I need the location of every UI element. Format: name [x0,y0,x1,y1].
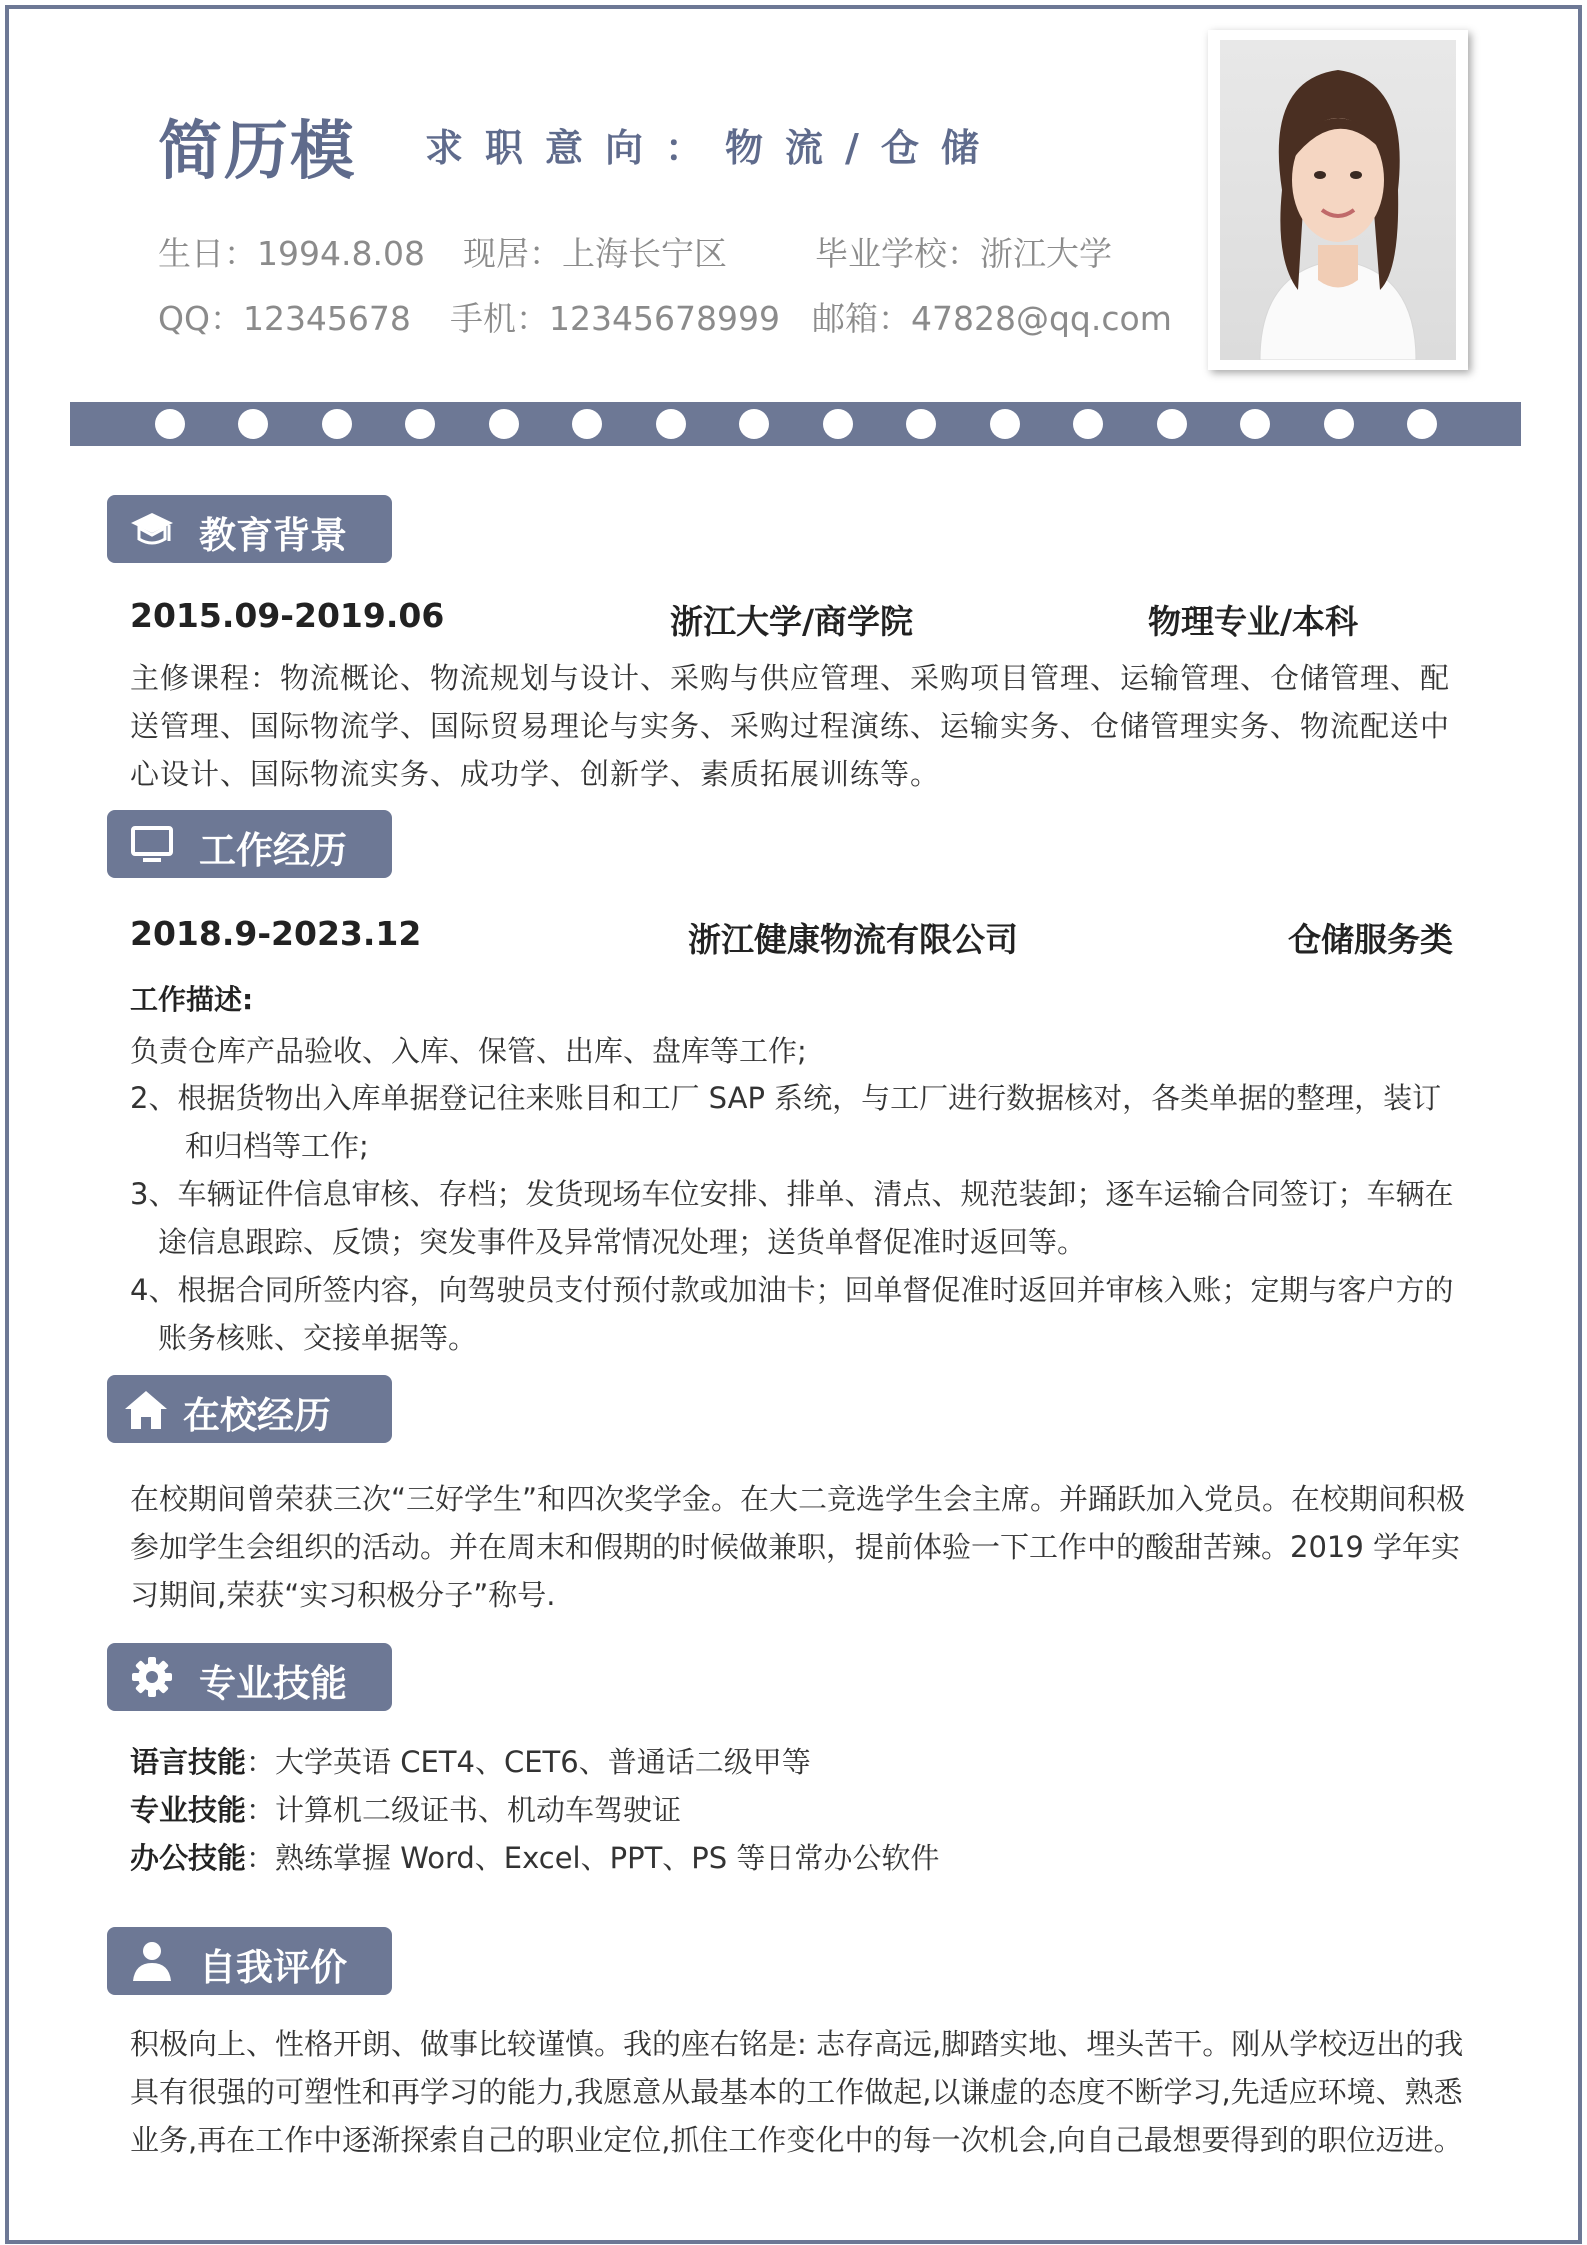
section-title: 教育背景 [199,514,347,557]
email: 邮箱：47828@qq.com [812,299,1172,338]
portrait-illustration [1220,40,1456,360]
skill-professional: 专业技能：计算机二级证书、机动车驾驶证 [130,1793,682,1827]
education-major: 物理专业/本科 [1148,602,1359,641]
band-dot [489,409,519,439]
phone: 手机：12345678999 [450,299,780,338]
work-item: 3、车辆证件信息审核、存档；发货现场车位安排、排单、清点、规范装卸；逐车运输合同签订；车辆在途信息跟踪、反馈；突发事件及异常情况处理；送货单督促准时返回等。 [130,1177,1454,1259]
section-title: 自我评价 [199,1946,347,1989]
band-dot [656,409,686,439]
band-dot [322,409,352,439]
band-dot [1324,409,1354,439]
campus-text: 在校期间曾荣获三次“三好学生”和四次奖学金。在大二竞选学生会主席。并踊跃加入党员。在校期间积极参加学生会组织的活动。并在周末和假期的时候做兼职，提前体验一下工作中的酸甜苦辣。2019 学年实习期间,荣获“实习积极分子”称号. [130,1482,1466,1612]
band-dot [823,409,853,439]
band-dot [906,409,936,439]
section-header-work [107,810,392,878]
school: 毕业学校：浙江大学 [815,234,1112,273]
section-header-self [107,1927,392,1995]
header-divider-band [70,402,1521,446]
band-dot [405,409,435,439]
person-icon [129,1939,175,1983]
section-header-campus [107,1375,392,1443]
section-header-education [107,495,392,563]
job-intent: 求职意向：物流/仓储 [425,126,1001,170]
education-school: 浙江大学/商学院 [670,602,914,641]
band-dot [238,409,268,439]
gear-icon [129,1655,175,1699]
home-icon [123,1387,169,1431]
band-dot [155,409,185,439]
section-header-skills [107,1643,392,1711]
skill-language: 语言技能：大学英语 CET4、CET6、普通话二级甲等 [130,1745,811,1779]
profile-photo [1208,30,1468,370]
band-dot [1073,409,1103,439]
resume-name: 简历模 [158,115,356,189]
band-dot [572,409,602,439]
work-item: 4、根据合同所签内容，向驾驶员支付预付款或加油卡；回单督促准时返回并审核入账；定期与客户方的账务核账、交接单据等。 [130,1273,1454,1355]
work-desc-label: 工作描述: [130,983,254,1016]
work-period: 2018.9-2023.12 [130,914,422,953]
band-dot [990,409,1020,439]
section-title: 在校经历 [183,1394,331,1437]
band-dot [1407,409,1437,439]
graduation-cap-icon [129,507,175,551]
residence: 现居：上海长宁区 [463,234,727,273]
qq: QQ：12345678 [158,299,411,338]
self-evaluation-text: 积极向上、性格开朗、做事比较谨慎。我的座右铭是: 志存高远,脚踏实地、埋头苦干。刚从学校迈出的我具有很强的可塑性和再学习的能力,我愿意从最基本的工作做起,以谦虚的态度不断学习,先适应环境、熟悉业务,再在工作中逐渐探索自己的职业定位,抓住工作变化中的每一次机会,向自己最想要得到的职位迈进。 [130,2027,1464,2157]
education-courses: 主修课程：物流概论、物流规划与设计、采购与供应管理、采购项目管理、运输管理、仓储管理、配送管理、国际物流学、国际贸易理论与实务、采购过程演练、运输实务、仓储管理实务、物流配送中心设计、国际物流实务、成功学、创新学、素质拓展训练等。 [130,661,1451,791]
section-title: 专业技能 [199,1662,347,1705]
band-dot [1157,409,1187,439]
work-item: 2、根据货物出入库单据登记往来账目和工厂 SAP 系统，与工厂进行数据核对，各类单据的整理，装订和归档等工作; [130,1081,1442,1163]
section-title: 工作经历 [199,829,347,872]
band-dot [1240,409,1270,439]
work-category: 仓储服务类 [1288,920,1453,959]
monitor-icon [129,822,175,866]
band-dot [739,409,769,439]
work-company: 浙江健康物流有限公司 [688,920,1018,959]
work-item: 负责仓库产品验收、入库、保管、出库、盘库等工作; [130,1034,807,1068]
skill-office: 办公技能：熟练掌握 Word、Excel、PPT、PS 等日常办公软件 [130,1841,940,1875]
education-period: 2015.09-2019.06 [130,596,445,635]
birthday: 生日：1994.8.08 [158,234,425,273]
